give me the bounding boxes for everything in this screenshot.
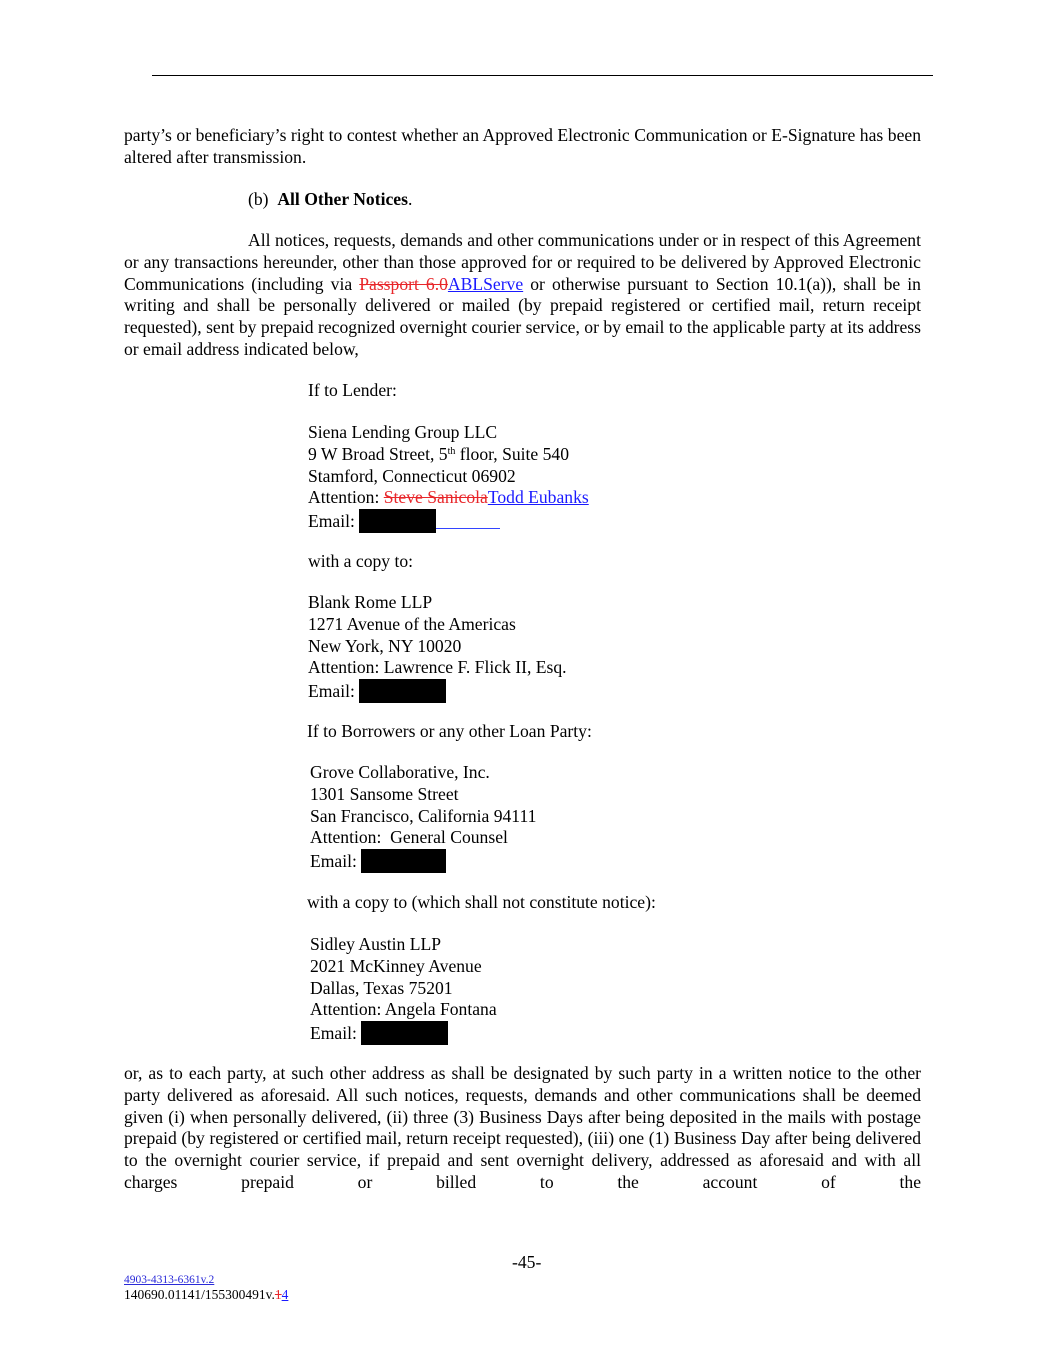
section-heading [248, 188, 412, 210]
inserted-blank [436, 512, 500, 529]
lender-name: Siena Lending Group LLC [308, 422, 498, 442]
footer-ref-deleted: 1 [274, 1287, 282, 1302]
lender-copy-email: Email: [308, 679, 567, 703]
footer-doc-id: 4903-4313-6361v.2 [124, 1274, 215, 1286]
lender-attention-inserted: Todd Eubanks [487, 487, 589, 508]
lender-address-line2: Stamford, Connecticut 06902 [308, 465, 516, 486]
borrower-copy-address-line2: Dallas, Texas 75201 [310, 977, 453, 998]
borrower-copy-address-line1: 2021 McKinney Avenue [310, 955, 482, 976]
lender-attention: Attention: Steve SanicolaTodd Eubanks [308, 487, 589, 508]
main-paragraph-text-2: or otherwise pursuant to Section 10.1(a)), shall be in writing and shall be personally delivered or mailed (by prepaid registered or certified mail, return receipt requested), sent by prepaid recognized overnight courier service, or by email to the applicable party at its address or email address indicated below, [124, 273, 921, 359]
lender-attention-deleted: Steve Sanicola [383, 487, 488, 508]
borrower-copy-label: with a copy to (which shall not constitute notice): [307, 892, 656, 912]
intro-paragraph: party’s or beneficiary’s right to contest whether an Approved Electronic Communication or E-Signature has been altered after transmission. [124, 125, 921, 167]
redaction-box [361, 849, 446, 873]
footer-ref-inserted: 4 [281, 1287, 289, 1302]
header-rule [152, 75, 933, 76]
inserted-text: ABLServe [447, 273, 524, 294]
lender-copy-address-block [308, 592, 567, 703]
borrower-copy-attention: Attention: Angela Fontana [310, 999, 497, 1020]
lender-email: Email: [308, 509, 589, 533]
redaction-box [359, 679, 446, 703]
lender-address-line1: 9 W Broad Street, 5th floor, Suite 540 [308, 443, 570, 464]
redaction-box [359, 509, 436, 533]
borrower-copy-address-block [310, 934, 497, 1045]
redaction-box [361, 1021, 448, 1045]
deleted-text: Passport 6.0 [359, 273, 448, 294]
borrower-copy-name: Sidley Austin LLP [310, 934, 441, 954]
borrower-email: Email: [310, 849, 536, 873]
lender-copy-name: Blank Rome LLP [308, 592, 433, 612]
lender-copy-label: with a copy to: [308, 551, 414, 571]
borrower-label: If to Borrowers or any other Loan Party: [307, 721, 592, 741]
footer-doc-ref: 140690.01141/155300491v.14 [124, 1287, 289, 1302]
borrower-address-block [310, 762, 536, 873]
lender-label: If to Lender: [308, 380, 397, 400]
main-paragraph [124, 230, 921, 361]
borrower-address-line1: 1301 Sansome Street [310, 783, 459, 804]
section-title: All Other Notices [277, 189, 408, 209]
borrower-copy-email: Email: [310, 1021, 497, 1045]
lender-copy-attention: Attention: Lawrence F. Flick II, Esq. [308, 657, 567, 678]
page-number: -45- [512, 1252, 542, 1272]
main-paragraph-text-1: All notices, requests, demands and other communications under or in respect of this Agreement or any transactions hereunder, other than those approved for or required to be delivered by Approved Electronic Communications (including via [124, 230, 921, 294]
borrower-name: Grove Collaborative, Inc. [310, 762, 490, 782]
section-title-punct: . [407, 189, 413, 209]
section-marker: (b) [248, 189, 269, 209]
lender-address-block [308, 422, 589, 533]
lender-copy-address-line2: New York, NY 10020 [308, 635, 462, 656]
lender-copy-address-line1: 1271 Avenue of the Americas [308, 613, 516, 634]
ordinal-suffix: th [447, 445, 456, 457]
borrower-address-line2: San Francisco, California 94111 [310, 805, 537, 826]
borrower-attention: Attention: General Counsel [310, 827, 508, 848]
closing-paragraph: or, as to each party, at such other address as shall be designated by such party in a written notice to the other party delivered as aforesaid. All such notices, requests, demands and other communications shall be deemed given (i) when personally delivered, (ii) three (3) Business Days after being deposited in the mails with postage prepaid (by registered or certified mail, return receipt requested), (iii) one (1) Business Day after being delivered to the overnight courier service, if prepaid and sent overnight delivery, addressed as aforesaid and with all charges prepaid or billed to the account of the [124, 1063, 921, 1192]
